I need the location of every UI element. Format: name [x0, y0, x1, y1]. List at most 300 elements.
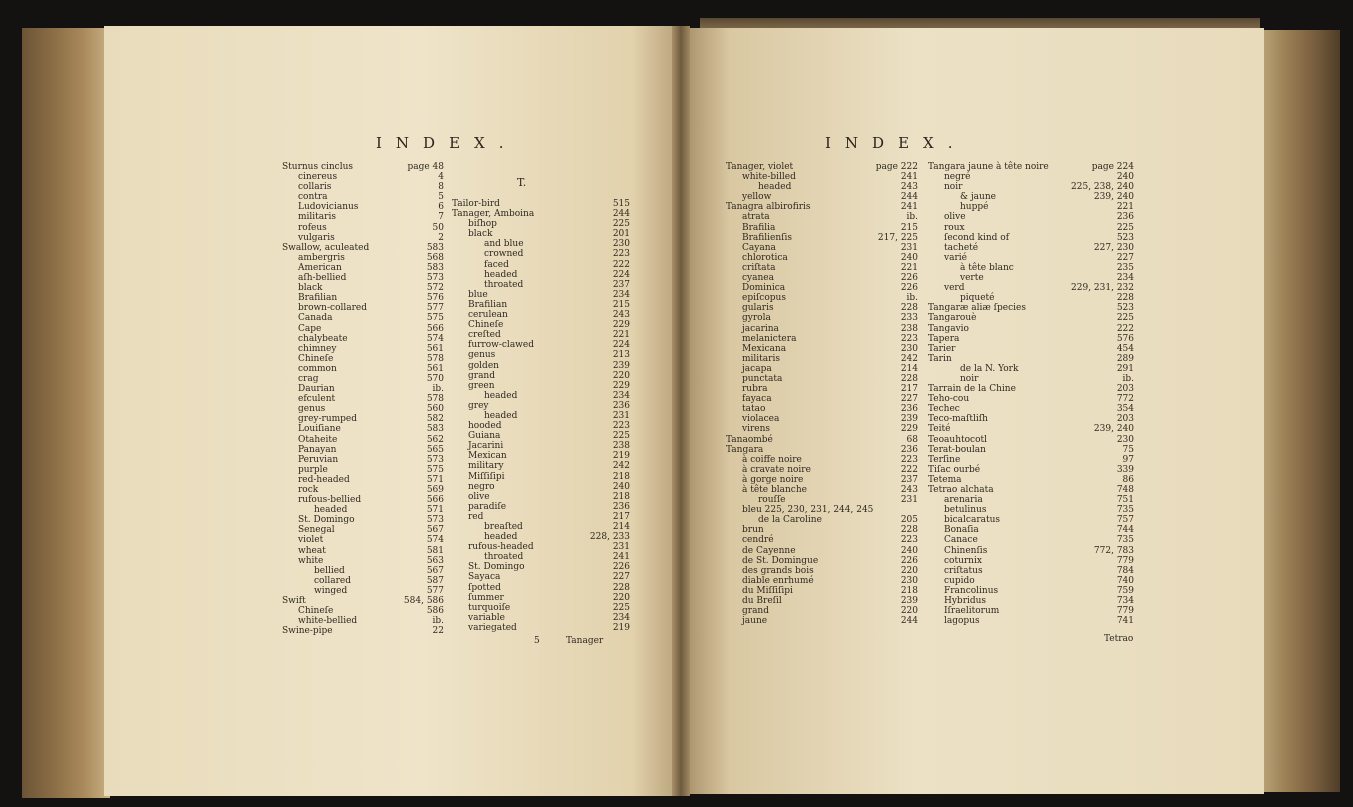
index-page-number: 97 [1122, 454, 1134, 465]
index-entry [928, 263, 1134, 273]
index-term: cyanea [742, 273, 774, 284]
index-entry [726, 546, 918, 556]
index-entry [928, 515, 1134, 525]
index-term: betulinus [944, 505, 987, 516]
index-entry [928, 414, 1134, 424]
index-term: Jacarini [468, 441, 504, 452]
index-term: vulgaris [298, 232, 335, 243]
index-entry [282, 172, 444, 182]
index-entry [928, 455, 1134, 465]
index-entry [726, 253, 918, 263]
index-entry [726, 485, 918, 495]
index-entry [452, 249, 630, 259]
book-gutter [672, 26, 690, 796]
index-term: Dominica [742, 283, 786, 294]
index-entry [928, 546, 1134, 556]
index-page-number: 576 [1116, 333, 1134, 344]
index-term: Daurian [298, 384, 335, 395]
index-entry [282, 192, 444, 202]
index-term: arenaria [944, 495, 983, 506]
index-entry [282, 455, 444, 465]
index-term: Tarier [928, 343, 956, 354]
index-entry [726, 364, 918, 374]
index-entry [928, 324, 1134, 334]
index-page-number: 221 [1116, 202, 1134, 213]
index-entry [928, 556, 1134, 566]
index-page-number: 578 [426, 353, 444, 364]
index-entry [928, 374, 1134, 384]
index-page-number: 586 [426, 606, 444, 617]
index-term: Tarin [928, 353, 952, 364]
index-entry [726, 475, 918, 485]
index-term: rufous-headed [468, 542, 534, 553]
index-entry [928, 223, 1134, 233]
index-page-number: 231 [612, 542, 630, 553]
index-term: rubra [742, 384, 768, 395]
index-entry [282, 626, 444, 636]
index-entry [282, 243, 444, 253]
index-entry [726, 313, 918, 323]
index-page-number: ib. [906, 293, 918, 304]
index-page-number: 228, 233 [589, 532, 630, 543]
index-page-number: 735 [1116, 505, 1134, 516]
index-page-number: 218 [612, 471, 630, 482]
index-term: winged [314, 585, 348, 596]
index-entry [452, 482, 630, 492]
index-page-number: 8 [438, 182, 444, 193]
index-term: à cravate noire [742, 464, 811, 475]
index-page-number: 569 [426, 485, 444, 495]
index-page-number: 566 [426, 495, 444, 506]
index-entry [452, 340, 630, 350]
index-term: chlorotica [742, 252, 788, 263]
index-term: aſh-bellied [298, 273, 347, 284]
index-entry [452, 350, 630, 360]
index-term: headed [314, 505, 348, 516]
index-entry [452, 260, 630, 270]
index-term: Teco-maſtliſh [928, 414, 988, 425]
index-entry [928, 202, 1134, 212]
index-entry [928, 586, 1134, 596]
index-term: Guiana [468, 431, 501, 442]
index-page-number: 228 [900, 525, 918, 536]
index-entry [726, 334, 918, 344]
index-term: virens [742, 424, 771, 435]
index-page-number: 218 [900, 585, 918, 596]
index-entry [452, 522, 630, 532]
index-page-number: ib. [432, 616, 444, 627]
index-page-number: 779 [1116, 555, 1134, 566]
index-entry [282, 414, 444, 424]
index-page-number: 7 [438, 212, 444, 223]
index-entry [726, 354, 918, 364]
index-entry [282, 495, 444, 505]
index-term: brown-collared [298, 303, 367, 314]
index-term: Tangaræ aliæ ſpecies [928, 303, 1026, 314]
index-entry [452, 411, 630, 421]
index-page-number: 225 [1116, 313, 1134, 324]
index-column-1 [282, 162, 444, 636]
index-page-number: 240 [1116, 172, 1134, 183]
index-page-number: 215 [900, 222, 918, 233]
index-page-number: page 224 [1091, 162, 1134, 172]
index-page-number: 68 [906, 434, 918, 445]
index-page-number: 565 [426, 444, 444, 455]
index-entry [452, 441, 630, 451]
index-term: cupido [944, 575, 975, 586]
index-page-number: 244 [900, 192, 918, 203]
index-term: Brafilia [742, 222, 776, 233]
index-page-number: 291 [1116, 363, 1134, 374]
index-entry [726, 566, 918, 576]
index-term: coturnix [944, 555, 982, 566]
index-entry [282, 394, 444, 404]
index-term: Terat-boulan [928, 444, 986, 455]
index-term: verd [944, 283, 965, 294]
index-term: golden [468, 360, 499, 371]
index-term: rouſſe [758, 495, 786, 506]
index-entry [726, 394, 918, 404]
index-page-number: 228 [900, 303, 918, 314]
index-page-number: 228 [1116, 293, 1134, 304]
index-entry [928, 394, 1134, 404]
index-entry [282, 162, 444, 172]
index-term: green [468, 380, 495, 391]
index-page-number: 241 [612, 552, 630, 563]
index-term: à gorge noire [742, 474, 804, 485]
index-page-number: 222 [900, 464, 918, 475]
index-term: Iſraelitorum [944, 606, 1000, 617]
index-term: du Breſil [742, 596, 782, 607]
index-page-number: 744 [1116, 525, 1134, 536]
index-page-number: 231 [612, 410, 630, 421]
index-term: huppé [960, 202, 989, 213]
index-page-number: 213 [612, 350, 630, 361]
index-page-number: 225 [612, 431, 630, 442]
index-page-number: ib. [906, 212, 918, 223]
index-term: Mexicana [742, 343, 787, 354]
index-entry [726, 374, 918, 384]
index-entry [928, 566, 1134, 576]
index-term: ſpotted [468, 582, 501, 593]
index-term: paradiſe [468, 501, 507, 512]
index-page-number: 237 [612, 279, 630, 290]
index-entry [726, 586, 918, 596]
index-page-number: 236 [900, 444, 918, 455]
index-page-number: 560 [426, 404, 444, 415]
index-entry [928, 596, 1134, 606]
index-page-number: 201 [612, 229, 630, 240]
index-entry [452, 361, 630, 371]
index-entry [928, 384, 1134, 394]
index-page-number: 734 [1116, 596, 1134, 607]
index-term: Tapera [928, 333, 960, 344]
section-letter-t: T. [517, 176, 527, 189]
index-term: grey [468, 400, 489, 411]
index-entry [282, 334, 444, 344]
index-entry [452, 270, 630, 280]
index-entry [726, 435, 918, 445]
index-term: tacheté [944, 242, 979, 253]
index-page-number: 748 [1116, 485, 1134, 495]
index-entry [282, 253, 444, 263]
index-entry [452, 330, 630, 340]
index-entry [282, 475, 444, 485]
index-entry [452, 583, 630, 593]
index-page-number: 772 [1116, 394, 1134, 405]
index-term: Miſſiſipi [468, 471, 505, 482]
index-term: rofeus [298, 222, 327, 233]
index-entry [452, 512, 630, 522]
index-entry [726, 223, 918, 233]
index-term: diable enrhumé [742, 575, 814, 586]
index-term: and blue [484, 239, 524, 250]
index-term: collaris [298, 182, 332, 193]
index-entry [928, 162, 1134, 172]
index-entry [282, 546, 444, 556]
index-page-number: 563 [426, 555, 444, 566]
index-page-number: page 222 [875, 162, 918, 172]
index-page-number: 217, 225 [877, 232, 918, 243]
index-page-number: 577 [426, 585, 444, 596]
index-page-number: 231 [900, 242, 918, 253]
index-term: grey-rumped [298, 414, 357, 425]
index-page-number: 243 [900, 485, 918, 495]
index-entry [282, 445, 444, 455]
index-entry [452, 310, 630, 320]
index-entry [928, 505, 1134, 515]
index-page-number: 220 [612, 592, 630, 603]
index-term: Tailor-bird [452, 199, 500, 209]
index-entry [726, 606, 918, 616]
index-entry [282, 263, 444, 273]
index-term: furrow-clawed [468, 340, 534, 351]
index-term: noir [960, 373, 979, 384]
index-entry [726, 556, 918, 566]
index-entry [452, 320, 630, 330]
index-page-number: 220 [612, 370, 630, 381]
index-page-number: 223 [900, 333, 918, 344]
index-term: lagopus [944, 616, 980, 627]
index-page-number: 572 [426, 283, 444, 294]
index-term: Tarrain de la Chine [928, 384, 1016, 395]
index-page-number: 225 [612, 602, 630, 613]
index-entry [452, 532, 630, 542]
index-page-number: 234 [1116, 273, 1134, 284]
index-page-number: 236 [612, 501, 630, 512]
index-term: white-bellied [298, 616, 358, 627]
index-entry [928, 313, 1134, 323]
index-term: bleu 225, 230, 231, 244, 245 [742, 505, 874, 516]
index-page-number: 751 [1116, 495, 1134, 506]
index-entry [928, 525, 1134, 535]
index-term: St. Domingo [298, 515, 355, 526]
index-entry [452, 421, 630, 431]
index-page-number: 784 [1116, 565, 1134, 576]
index-entry [726, 212, 918, 222]
index-term: Terſine [928, 454, 961, 465]
index-term: black [298, 283, 323, 294]
index-entry [452, 371, 630, 381]
index-term: turquoiſe [468, 602, 511, 613]
page-edges-left [22, 28, 110, 798]
index-page-number: 578 [426, 394, 444, 405]
index-page-number: ib. [432, 384, 444, 395]
index-term: olive [944, 212, 966, 223]
index-page-number: 225 [612, 219, 630, 230]
index-entry [726, 263, 918, 273]
index-term: Teité [928, 424, 951, 435]
index-entry [282, 485, 444, 495]
index-entry [726, 182, 918, 192]
catchword-right: Tetrao [1104, 634, 1134, 644]
index-term: tatao [742, 404, 766, 415]
index-entry [928, 435, 1134, 445]
index-term: headed [758, 182, 792, 193]
index-entry [282, 273, 444, 283]
index-page-number: 219 [612, 451, 630, 462]
index-entry [928, 243, 1134, 253]
index-entry [282, 535, 444, 545]
index-term: Teoauhtocotl [928, 434, 987, 445]
index-entry [928, 293, 1134, 303]
index-entry [726, 414, 918, 424]
index-entry [928, 475, 1134, 485]
index-term: Tangara [726, 444, 764, 455]
index-page-number: 561 [426, 363, 444, 374]
index-page-number: 226 [900, 283, 918, 294]
index-term: Brafilian [298, 293, 338, 304]
index-entry [282, 303, 444, 313]
index-entry [726, 293, 918, 303]
index-page-number: 523 [1116, 303, 1134, 314]
index-term: varié [944, 252, 967, 263]
index-term: noir [944, 182, 963, 193]
index-entry [928, 535, 1134, 545]
index-entry [282, 505, 444, 515]
index-entry [452, 552, 630, 562]
index-entry [928, 182, 1134, 192]
index-page-number: 223 [900, 535, 918, 546]
index-entry [452, 593, 630, 603]
index-term: ſummer [468, 592, 504, 603]
index-page-number: 236 [1116, 212, 1134, 223]
index-term: grand [742, 606, 769, 617]
index-term: rufous-bellied [298, 495, 362, 506]
index-entry [282, 384, 444, 394]
index-page-number: 222 [612, 259, 630, 270]
index-term: de la Caroline [758, 515, 822, 526]
catchword-left: Tanager [566, 636, 604, 646]
index-page-number: 575 [426, 464, 444, 475]
index-page-number: 214 [612, 522, 630, 532]
index-term: à tête blanc [960, 262, 1014, 273]
index-term: Peruvian [298, 454, 339, 465]
index-entry [726, 616, 918, 626]
index-term: roux [944, 222, 965, 233]
index-term: Louiſiane [298, 424, 341, 435]
index-page-number: 573 [426, 454, 444, 465]
index-term: Canace [944, 535, 978, 546]
index-term: Senegal [298, 525, 335, 536]
index-term: Tetrao alchata [928, 485, 994, 495]
left-page-header: INDEX. [376, 134, 518, 152]
index-term: negré [944, 172, 971, 183]
index-term: throated [484, 279, 524, 290]
index-term: ſecond kind of [944, 232, 1010, 243]
index-page-number: 236 [900, 404, 918, 415]
index-page-number: 566 [426, 323, 444, 334]
index-term: Teho-cou [928, 394, 970, 405]
index-page-number: 235 [1116, 262, 1134, 273]
index-entry [282, 202, 444, 212]
index-entry [452, 461, 630, 471]
index-term: cinereus [298, 172, 338, 183]
index-term: headed [484, 532, 518, 543]
index-page-number: ib. [1122, 373, 1134, 384]
index-entry [452, 431, 630, 441]
index-page-number: 234 [612, 289, 630, 300]
index-page-number: 240 [612, 481, 630, 492]
index-term: violet [298, 535, 324, 546]
index-entry [282, 233, 444, 243]
index-entry [282, 525, 444, 535]
index-page-number: 215 [612, 299, 630, 310]
index-page-number: 571 [426, 474, 444, 485]
index-page-number: 226 [900, 273, 918, 284]
index-entry [452, 391, 630, 401]
index-term: Tangavio [928, 323, 969, 334]
index-page-number: 221 [900, 262, 918, 273]
index-entry [928, 253, 1134, 263]
index-page-number: 575 [426, 313, 444, 324]
index-term: Mexican [468, 451, 507, 462]
index-term: Cayana [742, 242, 776, 253]
index-term: grand [468, 370, 495, 381]
index-term: du Miſſiſipi [742, 585, 793, 596]
index-term: efculent [298, 394, 336, 405]
index-entry [726, 384, 918, 394]
index-entry [452, 209, 630, 219]
index-page-number: 225 [1116, 222, 1134, 233]
index-page-number: 230 [612, 239, 630, 250]
index-entry [452, 290, 630, 300]
index-term: common [298, 363, 337, 374]
index-term: bicalcaratus [944, 515, 1001, 526]
index-entry [452, 492, 630, 502]
index-entry [282, 354, 444, 364]
index-page-number: 230 [1116, 434, 1134, 445]
index-page-number: 237 [900, 474, 918, 485]
index-page-number: 230 [900, 343, 918, 354]
index-entry [452, 502, 630, 512]
index-entry [726, 233, 918, 243]
index-term: punctata [742, 373, 783, 384]
index-entry [726, 424, 918, 434]
index-page-number: 217 [612, 511, 630, 522]
index-page-number: 582 [426, 414, 444, 425]
index-page-number: 230 [900, 575, 918, 586]
index-page-number: 227 [1116, 252, 1134, 263]
index-term: contra [298, 192, 328, 203]
index-column-2 [452, 199, 630, 633]
index-page-number: 22 [432, 626, 444, 637]
index-entry [282, 616, 444, 626]
index-term: Canada [298, 313, 333, 324]
index-page-number: 244 [900, 616, 918, 627]
index-entry [928, 445, 1134, 455]
index-page-number: 523 [1116, 232, 1134, 243]
